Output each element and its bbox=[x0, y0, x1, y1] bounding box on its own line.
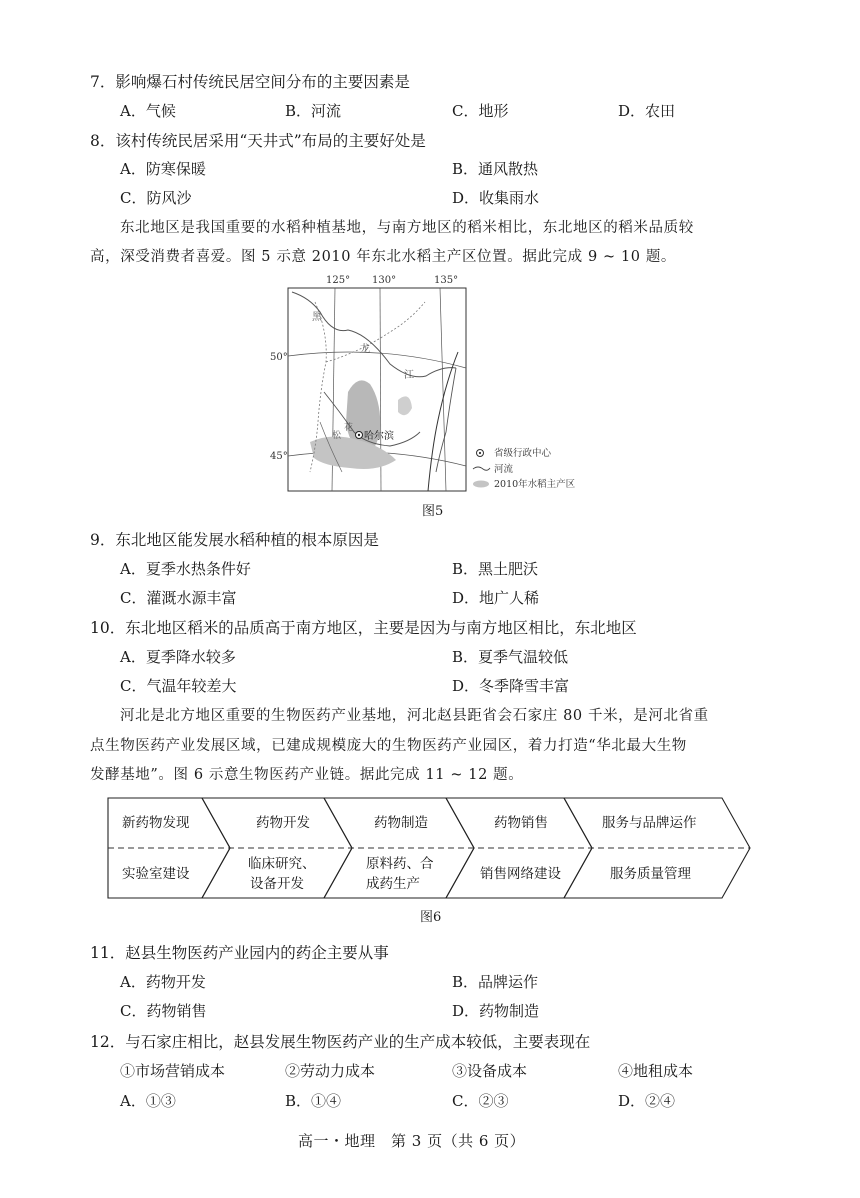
q12-option-b: B．①④ bbox=[285, 1092, 342, 1110]
q10-option-a: A．夏季降水较多 bbox=[120, 648, 236, 666]
q10-option-b: B．夏季气温较低 bbox=[452, 648, 569, 666]
chain-bottom-5: 服务质量管理 bbox=[610, 866, 691, 882]
q11-option-c: C．药物销售 bbox=[120, 1002, 207, 1020]
passage-1-line-1: 东北地区是我国重要的水稻种植基地，与南方地区的稻米相比，东北地区的稻米品质较 bbox=[120, 220, 694, 236]
passage-2-line-2: 点生物医药产业发展区域，已建成规模庞大的生物医药产业园区，着力打造“华北最大生物 bbox=[90, 738, 687, 754]
question-12-stem: 12．与石家庄相比，赵县发展生物医药产业的生产成本较低，主要表现在 bbox=[90, 1033, 591, 1051]
legend-rice-icon bbox=[473, 481, 489, 488]
figure-5-map bbox=[270, 272, 610, 498]
q9-option-d: D．地广人稀 bbox=[452, 589, 540, 607]
q12-item-1: ①市场营销成本 bbox=[120, 1062, 226, 1080]
chain-bottom-4: 销售网络建设 bbox=[480, 866, 561, 882]
q10-option-d: D．冬季降雪丰富 bbox=[452, 677, 570, 695]
lon-label-130: 130° bbox=[372, 275, 397, 286]
river-char-hei: 黑 bbox=[312, 312, 322, 323]
q7-option-a: A．气候 bbox=[120, 102, 176, 120]
chain-top-3: 药物制造 bbox=[374, 815, 428, 831]
chain-top-4: 药物销售 bbox=[494, 815, 548, 831]
q12-option-a: A．①③ bbox=[120, 1092, 176, 1110]
lon-label-135: 135° bbox=[434, 275, 459, 286]
q11-option-a: A．药物开发 bbox=[120, 973, 206, 991]
question-7-stem: 7．影响爆石村传统民居空间分布的主要因素是 bbox=[90, 73, 410, 91]
q12-item-4: ④地租成本 bbox=[618, 1062, 694, 1080]
question-10-stem: 10．东北地区稻米的品质高于南方地区，主要是因为与南方地区相比，东北地区 bbox=[90, 619, 637, 637]
q12-option-d: D．②④ bbox=[618, 1092, 676, 1110]
q10-option-c: C．气温年较差大 bbox=[120, 677, 237, 695]
question-9-stem: 9．东北地区能发展水稻种植的根本原因是 bbox=[90, 531, 379, 549]
legend-rice-label: 2010年水稻主产区 bbox=[494, 479, 576, 490]
river-char-song: 松 bbox=[332, 431, 342, 441]
q7-option-c: C．地形 bbox=[452, 102, 509, 120]
map-svg bbox=[270, 272, 610, 498]
q9-option-b: B．黑土肥沃 bbox=[452, 560, 539, 578]
chain-top-2: 药物开发 bbox=[256, 815, 310, 831]
chain-bottom-3a: 原料药、合 bbox=[366, 856, 434, 872]
lat-label-50: 50° bbox=[270, 352, 288, 363]
passage-2-line-3: 发酵基地”。图 6 示意生物医药产业链。据此完成 11 ~ 12 题。 bbox=[90, 767, 524, 783]
chain-bottom-2a: 临床研究、 bbox=[248, 856, 316, 872]
harbin-label: 哈尔滨 bbox=[364, 431, 394, 442]
chain-bottom-3b: 成药生产 bbox=[366, 876, 420, 892]
figure-6-caption: 图6 bbox=[420, 910, 442, 925]
figure-5-caption: 图5 bbox=[422, 504, 444, 519]
harbin-symbol-dot bbox=[358, 434, 360, 436]
q8-option-b: B．通风散热 bbox=[452, 160, 539, 178]
q11-option-d: D．药物制造 bbox=[452, 1002, 540, 1020]
q7-option-d: D．农田 bbox=[618, 102, 676, 120]
q9-option-a: A．夏季水热条件好 bbox=[120, 560, 251, 578]
lon-label-125: 125° bbox=[326, 275, 351, 286]
lat-label-45: 45° bbox=[270, 451, 288, 462]
question-8-stem: 8．该村传统民居采用“天井式”布局的主要好处是 bbox=[90, 132, 426, 150]
legend-capital-icon-dot bbox=[479, 452, 481, 454]
chain-bottom-2b: 设备开发 bbox=[250, 876, 304, 892]
q12-option-c: C．②③ bbox=[452, 1092, 509, 1110]
page-footer: 高一・地理 第 3 页（共 6 页） bbox=[298, 1132, 526, 1150]
q9-option-c: C．灌溉水源丰富 bbox=[120, 589, 237, 607]
chain-svg bbox=[100, 794, 760, 902]
q7-option-b: B．河流 bbox=[285, 102, 342, 120]
legend-river-icon bbox=[473, 467, 490, 470]
q12-item-3: ③设备成本 bbox=[452, 1062, 528, 1080]
q8-option-d: D．收集雨水 bbox=[452, 189, 540, 207]
passage-1-line-2: 高，深受消费者喜爱。图 5 示意 2010 年东北水稻主产区位置。据此完成 9 ~ 10 题。 bbox=[90, 249, 677, 265]
river-char-jiang: 江 bbox=[404, 370, 414, 381]
chain-bottom-1: 实验室建设 bbox=[122, 866, 190, 882]
legend-river-label: 河流 bbox=[494, 464, 514, 475]
q12-item-2: ②劳动力成本 bbox=[285, 1062, 376, 1080]
q8-option-a: A．防寒保暖 bbox=[120, 160, 206, 178]
passage-2-line-1: 河北是北方地区重要的生物医药产业基地，河北赵县距省会石家庄 80 千米，是河北省重 bbox=[120, 708, 709, 724]
river-char-long: 龙 bbox=[360, 344, 370, 355]
q11-option-b: B．品牌运作 bbox=[452, 973, 539, 991]
chain-top-5: 服务与品牌运作 bbox=[602, 815, 697, 831]
q8-option-c: C．防风沙 bbox=[120, 189, 192, 207]
question-11-stem: 11．赵县生物医药产业园内的药企主要从事 bbox=[90, 944, 389, 962]
legend-capital-label: 省级行政中心 bbox=[494, 448, 552, 459]
chain-top-1: 新药物发现 bbox=[122, 815, 190, 831]
figure-6-industry-chain bbox=[100, 794, 760, 902]
river-char-hua: 花 bbox=[344, 423, 354, 433]
